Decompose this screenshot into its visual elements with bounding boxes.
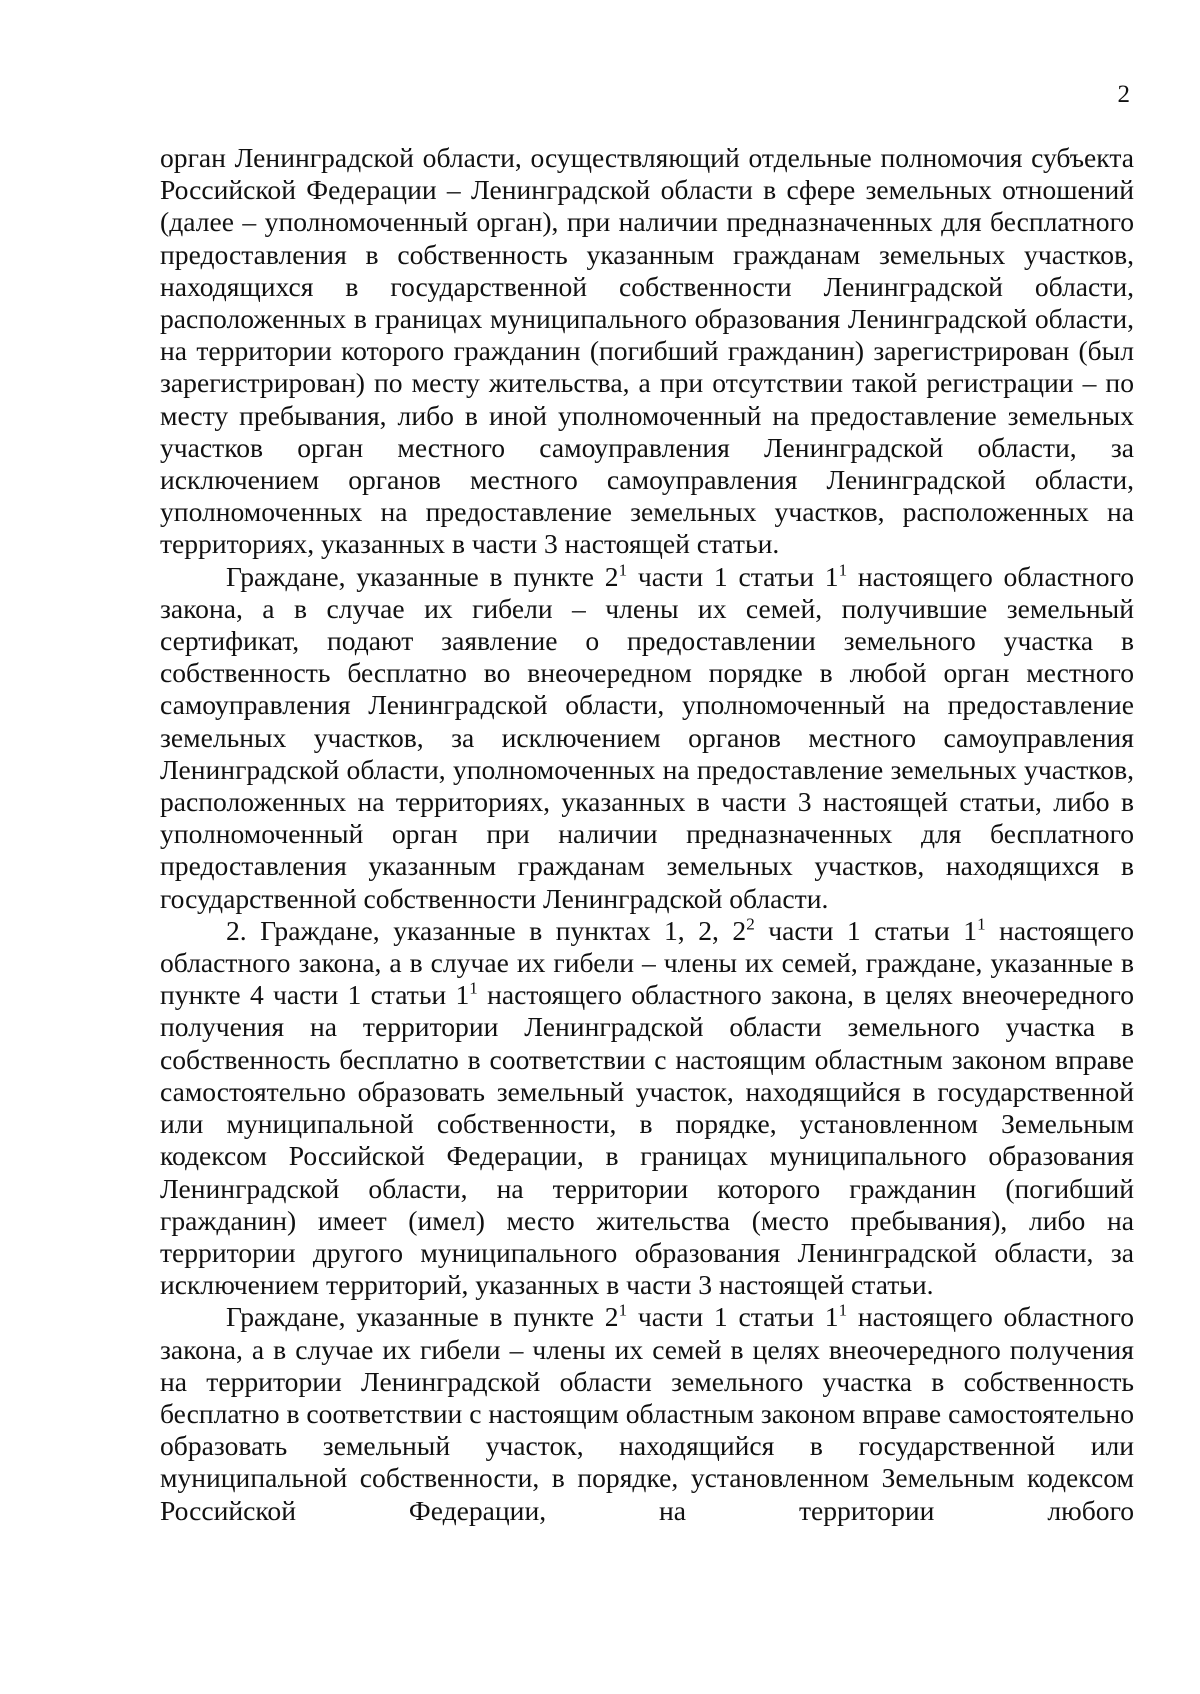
paragraph-text: настоящего областного закона, а в случае их гибели – члены их семей в целях внеочередного получения на территории Ленинградской области земельного участка в собственность бесплатно в соответствии с настоящим областным законом вправе самостоятельно образовать земельный участок, находящийся в государственной или муниципальной собственности, в порядке, установленном Земельным кодексом Российской Федерации, на территории любого — [160, 1301, 1134, 1526]
paragraph-text: настоящего областного закона, а в случае их гибели – члены их семей, граждане, указанные в пункте 4 части 1 статьи 1 — [160, 914, 1134, 1011]
paragraph-text: Граждане, указанные в пункте 2 — [226, 1301, 619, 1333]
superscript: 1 — [618, 1300, 628, 1320]
paragraph-p1 — [160, 142, 1134, 561]
superscript: 1 — [618, 560, 628, 580]
paragraph-text: настоящего областного закона, в целях внеочередного получения на территории Ленинградской области земельного участка в собственность бесплатно в соответствии с настоящим областным законом вправе самостоятельно образовать земельный участок, находящийся в государственной или муниципальной собственности, в порядке, установленном Земельным кодексом Российской Федерации, в границах муниципального образования Ленинградской области, на территории которого гражданин (погибший гражданин) имеет (имел) место жительства (место пребывания), либо на территории другого муниципального образования Ленинградской области, за исключением территорий, указанных в части 3 настоящей статьи. — [160, 979, 1134, 1301]
paragraph-p2 — [160, 561, 1134, 915]
paragraph-text: 2. Граждане, указанные в пунктах 1, 2, 2 — [226, 914, 747, 946]
paragraph-text: части 1 статьи 1 — [754, 914, 978, 946]
page-number: 2 — [1117, 81, 1130, 108]
paragraph-text: Граждане, указанные в пункте 2 — [226, 560, 619, 592]
document-body — [160, 142, 1134, 1527]
superscript: 1 — [469, 978, 478, 998]
superscript: 1 — [977, 914, 986, 934]
superscript: 1 — [838, 560, 848, 580]
superscript: 2 — [746, 914, 755, 934]
paragraph-text: орган Ленинградской области, осуществляющий отдельные полномочия субъекта Российской Федерации – Ленинградской области в сфере земельных отношений (далее – уполномоченный орган), при наличии предназначенных для бесплатного предоставления в собственность указанным гражданам земельных участков, находящихся в государственной собственности Ленинградской области, расположенных в границах муниципального образования Ленинградской области, на территории которого гражданин (погибший гражданин) зарегистрирован (был зарегистрирован) по месту жительства, а при отсутствии такой регистрации – по месту пребывания, либо в иной уполномоченный на предоставление земельных участков орган местного самоуправления Ленинградской области, за исключением органов местного самоуправления Ленинградской области, уполномоченных на предоставление земельных участков, расположенных на территориях, указанных в части 3 настоящей статьи. — [160, 142, 1134, 560]
paragraph-text: настоящего областного закона, а в случае их гибели – члены их семей, получившие земельный сертификат, подают заявление о предоставлении земельного участка в собственность бесплатно во внеочередном порядке в любой орган местного самоуправления Ленинградской области, уполномоченный на предоставление земельных участков, за исключением органов местного самоуправления Ленинградской области, уполномоченных на предоставление земельных участков, расположенных на территориях, указанных в части 3 настоящей статьи, либо в уполномоченный орган при наличии предназначенных для бесплатного предоставления указанным гражданам земельных участков, находящихся в государственной собственности Ленинградской области. — [160, 560, 1134, 914]
paragraph-p4 — [160, 1301, 1134, 1526]
paragraph-text: части 1 статьи 1 — [627, 1301, 839, 1333]
paragraph-text: части 1 статьи 1 — [627, 560, 839, 592]
paragraph-p3 — [160, 915, 1134, 1301]
superscript: 1 — [838, 1300, 848, 1320]
